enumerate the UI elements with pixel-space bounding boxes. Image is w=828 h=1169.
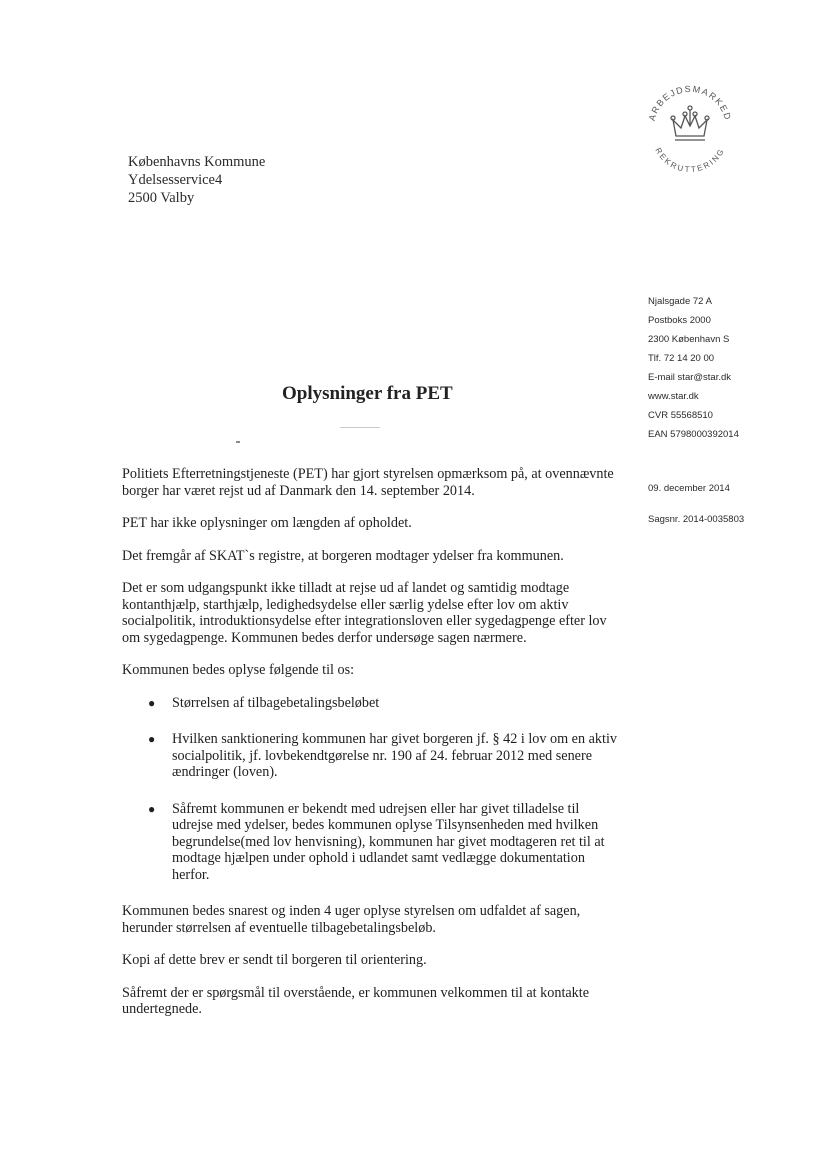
scan-speck bbox=[236, 441, 240, 443]
request-list bbox=[122, 695, 622, 884]
paragraph-duration: PET har ikke oplysninger om længden af opholdet. bbox=[122, 515, 412, 531]
list-item-text: Såfremt kommunen er bekendt med udrejsen eller har givet tilladelse til udrejse med ydelser, bedes kommunen oplyse Tilsynsenheden med hvilken begrundelse(med lov henvisning), kommunen har givet modtageren ret til at modtage hjælpen under ophold i udlandet samt vedlægge dokumentation herfor. bbox=[172, 800, 605, 883]
logo-text-bottom: REKRUTTERING bbox=[653, 146, 727, 175]
sender-address: Njalsgade 72 A bbox=[648, 296, 712, 307]
paragraph-contact: Såfremt der er spørgsmål til overstående, er kommunen velkommen til at kontakte undertegnede. bbox=[122, 984, 590, 1017]
paragraph-skat: Det fremgår af SKAT`s registre, at borgeren modtager ydelser fra kommunen. bbox=[122, 547, 564, 564]
bullet-icon: ● bbox=[148, 801, 156, 816]
list-item bbox=[148, 731, 622, 781]
case-number: Sagsnr. 2014-0035803 bbox=[648, 514, 745, 525]
list-item-text: Hvilken sanktionering kommunen har givet borgeren jf. § 42 i lov om en aktiv socialpolitik, jf. lovbekendtgørelse nr. 190 af 24. februar 2012 med senere ændringer (loven). bbox=[172, 731, 617, 780]
sender-ean: EAN 5798000392014 bbox=[648, 429, 739, 440]
list-item bbox=[148, 800, 622, 884]
sender-contact-block bbox=[648, 292, 739, 444]
scan-speck bbox=[340, 427, 380, 428]
sender-cvr: CVR 55568510 bbox=[648, 410, 713, 421]
paragraph-pet-notice: Politiets Efterretningstjeneste (PET) har gjort styrelsen opmærksom på, at ovennævnte borger har været rejst ud af Danmark den 14. september 2014. bbox=[122, 466, 614, 499]
recipient-address bbox=[128, 153, 265, 207]
recipient-department: Ydelsesservice4 bbox=[128, 172, 223, 188]
sender-email: E-mail star@star.dk bbox=[648, 372, 732, 383]
sender-web: www.star.dk bbox=[648, 391, 699, 402]
list-item bbox=[148, 694, 622, 712]
sender-phone: Tlf. 72 14 20 00 bbox=[648, 353, 715, 364]
crown-seal-icon bbox=[640, 78, 740, 178]
paragraph-deadline: Kommunen bedes snarest og inden 4 uger oplyse styrelsen om udfaldet af sagen, herunder størrelsen af eventuelle tilbagebetalingsbeløb. bbox=[122, 903, 581, 936]
bullet-icon: ● bbox=[148, 732, 156, 746]
recipient-city: 2500 Valby bbox=[128, 190, 195, 206]
recipient-name: Københavns Kommune bbox=[128, 154, 266, 170]
logo-text-top: ARBEJDSMARKED bbox=[646, 83, 734, 122]
sender-city: 2300 København S bbox=[648, 334, 730, 345]
sender-pobox: Postboks 2000 bbox=[648, 315, 711, 326]
letter-body bbox=[122, 466, 622, 1034]
bullet-icon: ● bbox=[148, 695, 156, 710]
paragraph-rules: Det er som udgangspunkt ikke tilladt at rejse ud af landet og samtidig modtage kontanthjælp, starthjælp, ledighedsydelse eller særlig ydelse efter lov om aktiv socialpolitik, introduktionsydelse efter integrationsloven eller sygedagpenge efter lov om sygedagpenge. Kommunen bedes derfor undersøge sagen nærmere. bbox=[122, 580, 607, 646]
letter-date: 09. december 2014 bbox=[648, 483, 730, 494]
page-title: Oplysninger fra PET bbox=[282, 383, 453, 404]
svg-text:REKRUTTERING bbox=[653, 146, 726, 174]
paragraph-request: Kommunen bedes oplyse følgende til os: bbox=[122, 662, 355, 678]
list-item-text: Størrelsen af tilbagebetalingsbeløbet bbox=[172, 694, 380, 711]
paragraph-copy: Kopi af dette brev er sendt til borgeren til orientering. bbox=[122, 952, 427, 968]
